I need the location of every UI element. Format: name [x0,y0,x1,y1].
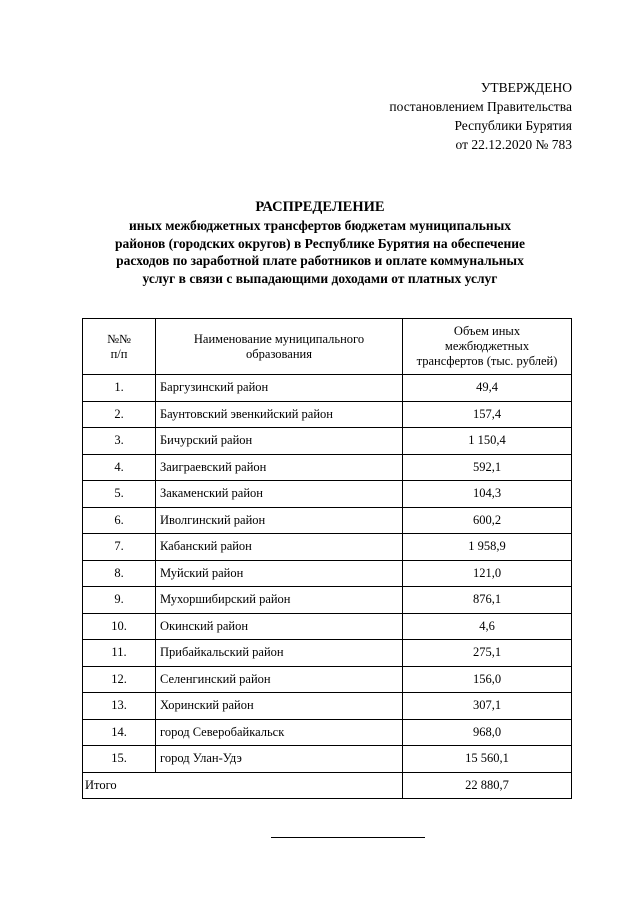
row-municipality: Кабанский район [156,534,403,561]
row-municipality: Селенгинский район [156,666,403,693]
row-municipality: Иволгинский район [156,507,403,534]
row-number: 12. [83,666,156,693]
row-amount: 15 560,1 [403,746,572,773]
row-number: 1. [83,375,156,402]
title-line-1: иных межбюджетных трансфертов бюджетам муниципальных [129,218,511,233]
row-number: 3. [83,428,156,455]
row-number: 13. [83,693,156,720]
row-amount: 275,1 [403,640,572,667]
title-line-4: услуг в связи с выпадающими доходами от платных услуг [142,270,498,286]
row-amount: 49,4 [403,375,572,402]
row-municipality: Мухоршибирский район [156,587,403,614]
row-municipality: Бичурский район [156,428,403,455]
row-amount: 592,1 [403,454,572,481]
header-amount-line-1: Объем иных [453,324,521,338]
row-number: 2. [83,401,156,428]
table-row [83,666,572,693]
total-label: Итого [83,772,403,799]
row-municipality: Баргузинский район [156,375,403,402]
row-number: 10. [83,613,156,640]
row-amount: 876,1 [403,587,572,614]
approval-stamp [389,78,572,154]
row-municipality: Заиграевский район [156,454,403,481]
row-number: 9. [83,587,156,614]
table-row [83,507,572,534]
table-row [83,719,572,746]
table-row [83,640,572,667]
table-row [83,454,572,481]
header-amount [403,319,572,375]
header-municipality-line-1: Наименование муниципального [193,331,365,346]
row-municipality: Закаменский район [156,481,403,508]
row-municipality: Баунтовский эвенкийский район [156,401,403,428]
header-municipality [156,319,403,375]
table-header-row [83,319,572,375]
table-row [83,428,572,455]
row-municipality: Прибайкальский район [156,640,403,667]
row-municipality: Окинский район [156,613,403,640]
title-main: РАСПРЕДЕЛЕНИЕ [255,199,385,215]
table-row [83,375,572,402]
table-row [83,746,572,773]
table-row [83,560,572,587]
total-amount: 22 880,7 [403,772,572,799]
row-amount: 156,0 [403,666,572,693]
row-number: 6. [83,507,156,534]
row-number: 15. [83,746,156,773]
table-row [83,693,572,720]
row-municipality: Хоринский район [156,693,403,720]
document-title [60,198,580,287]
row-amount: 157,4 [403,401,572,428]
closing-line [271,837,425,838]
row-amount: 104,3 [403,481,572,508]
table-row [83,481,572,508]
row-number: 8. [83,560,156,587]
row-number: 14. [83,719,156,746]
row-municipality: город Северобайкальск [156,719,403,746]
header-amount-line-3: трансфертов (тыс. рублей) [416,354,558,368]
header-number-line-1: №№ [107,331,131,346]
row-number: 11. [83,640,156,667]
row-municipality: город Улан-Удэ [156,746,403,773]
title-line-2: районов (городских округов) в Республике Бурятия на обеспечение [114,235,526,251]
table-row [83,534,572,561]
row-amount: 968,0 [403,719,572,746]
approval-government: Республики Бурятия [454,118,572,133]
header-number [83,319,156,375]
approval-date-number: от 22.12.2020 № 783 [455,137,572,152]
row-amount: 121,0 [403,560,572,587]
row-municipality: Муйский район [156,560,403,587]
table-row [83,401,572,428]
table-row [83,587,572,614]
approval-decree: постановлением Правительства [389,99,572,114]
row-amount: 307,1 [403,693,572,720]
row-amount: 1 150,4 [403,428,572,455]
table-total-row [83,772,572,799]
row-number: 5. [83,481,156,508]
table-row [83,613,572,640]
header-amount-line-2: межбюджетных [444,339,530,353]
row-amount: 1 958,9 [403,534,572,561]
row-amount: 4,6 [403,613,572,640]
approval-heading: УТВЕРЖДЕНО [480,80,572,95]
header-number-line-2: п/п [110,346,128,361]
header-municipality-line-2: образования [246,346,312,361]
distribution-table [82,318,572,799]
row-number: 4. [83,454,156,481]
title-line-3: расходов по заработной плате работников и оплате коммунальных [116,253,524,268]
row-number: 7. [83,534,156,561]
row-amount: 600,2 [403,507,572,534]
